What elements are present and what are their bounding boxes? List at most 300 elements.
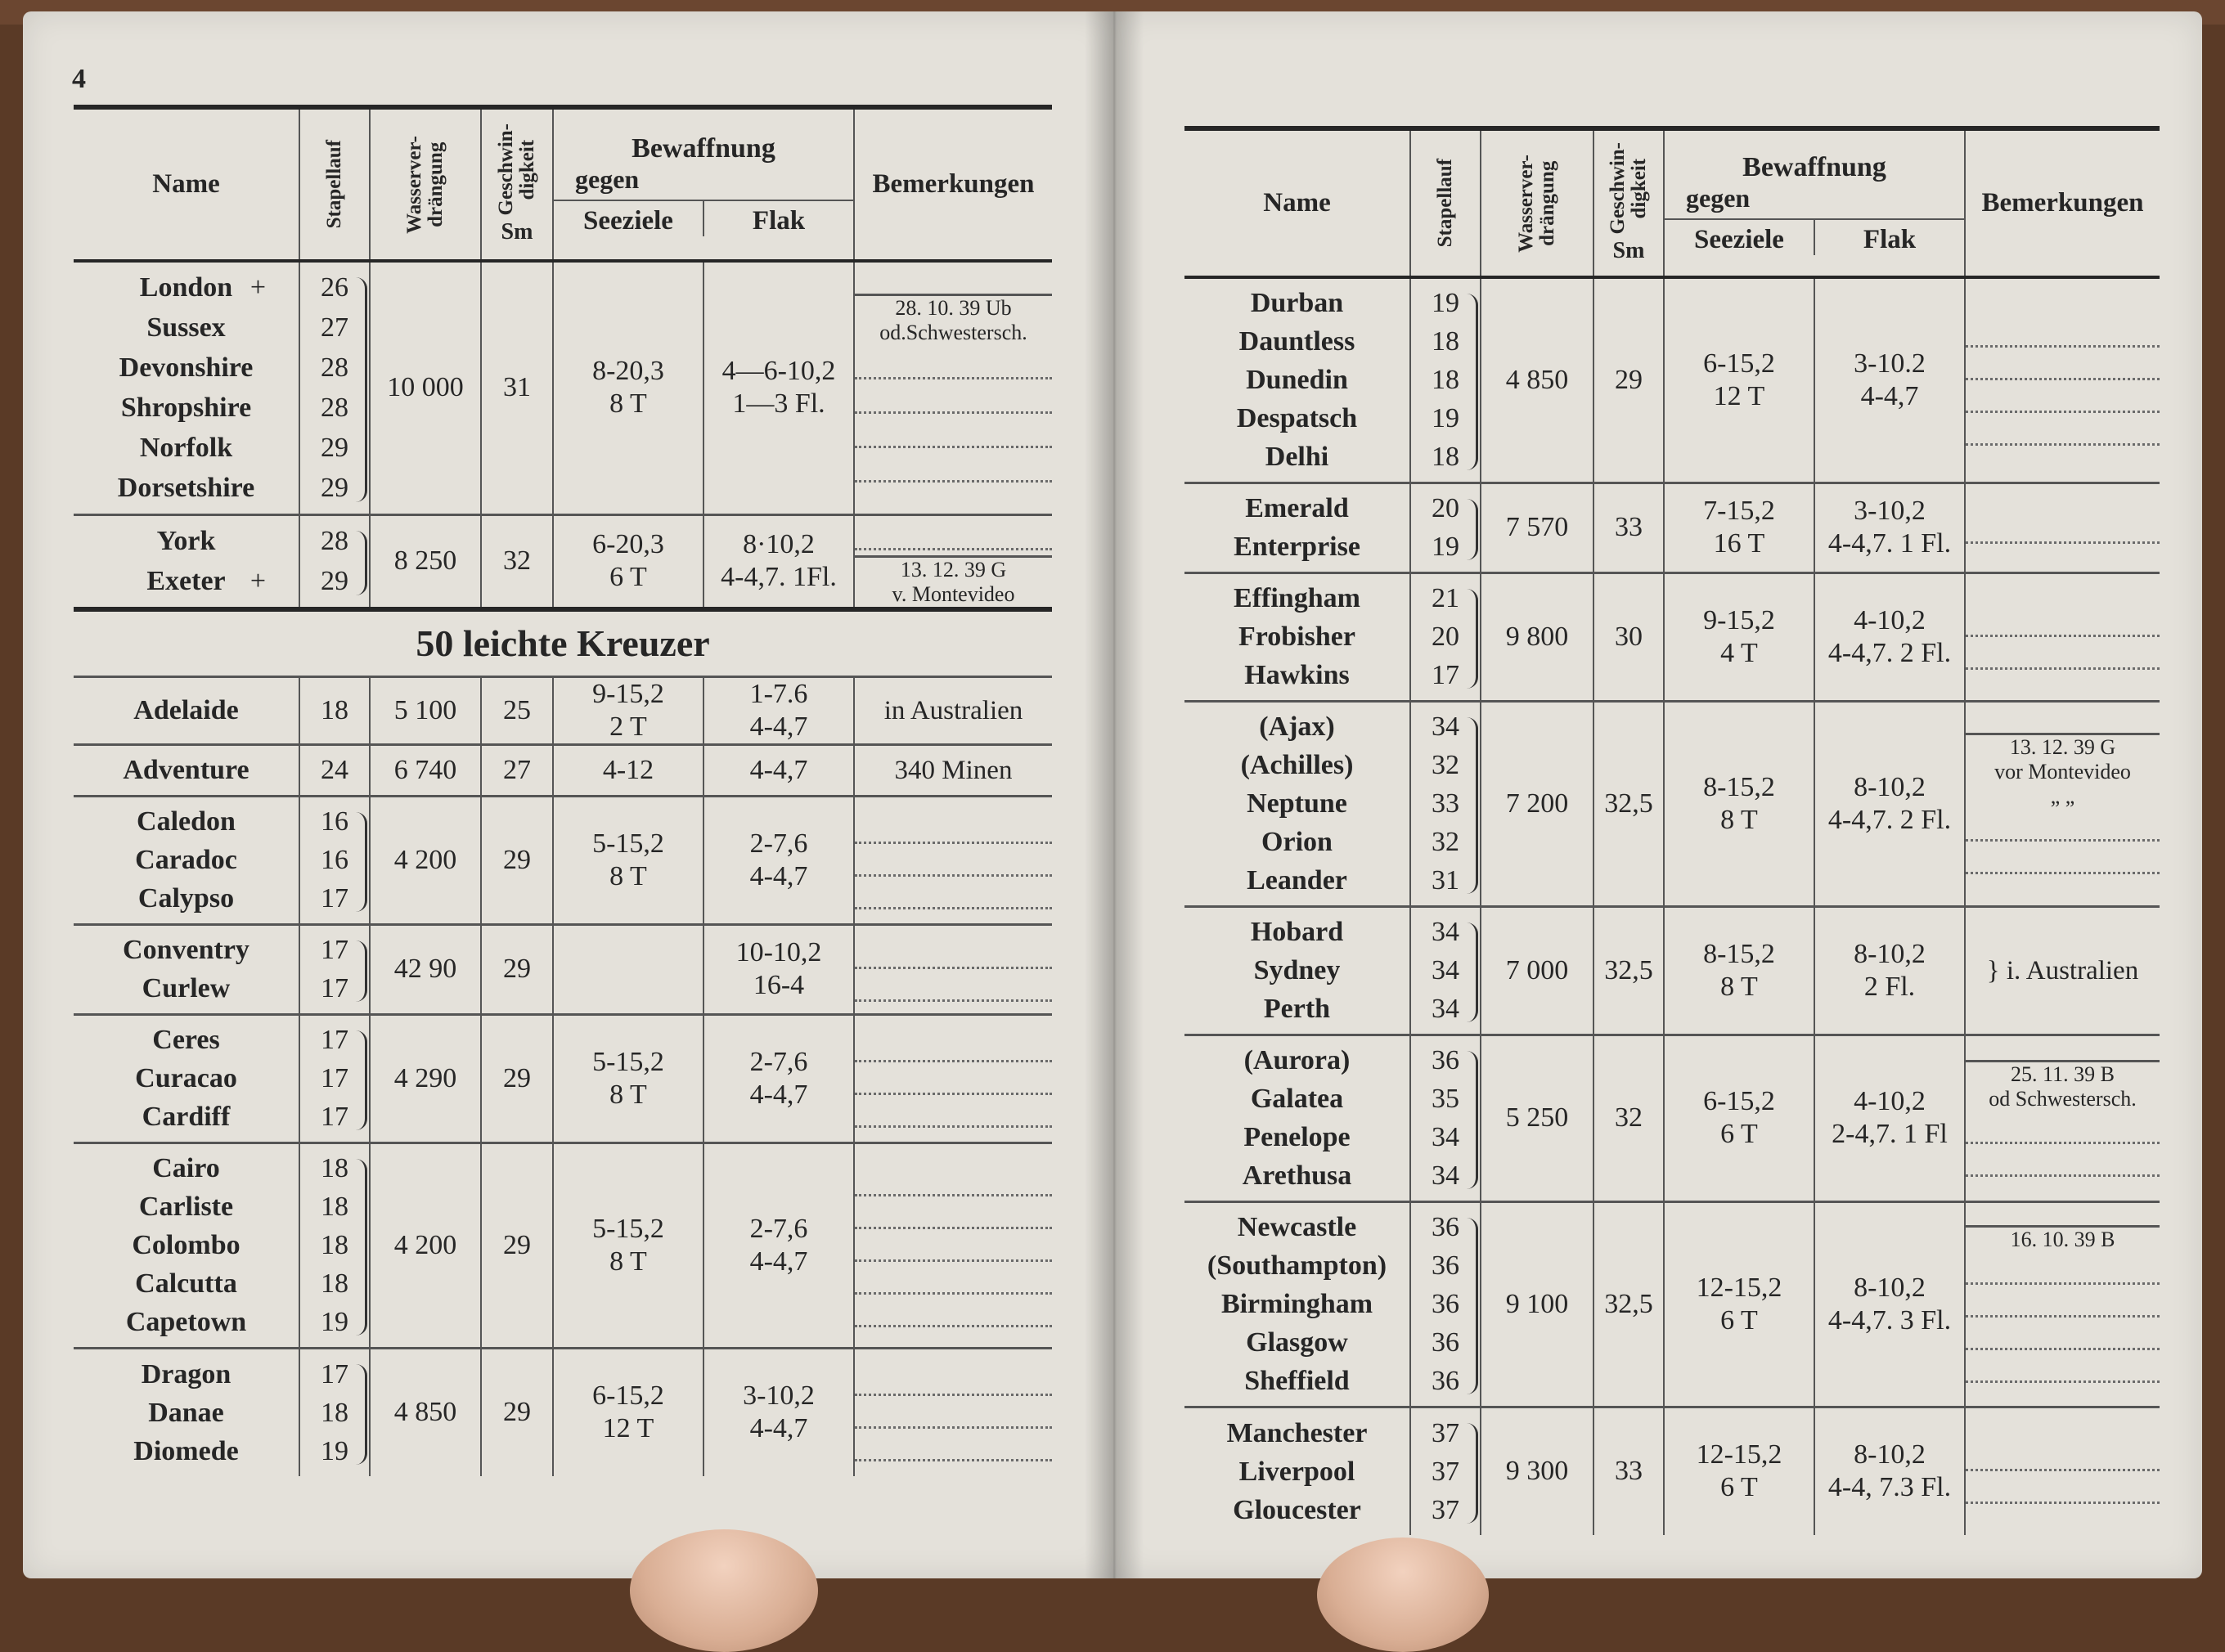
- ship-name: [74, 1021, 299, 1059]
- ship-name: [74, 1059, 299, 1098]
- ship-name: [74, 428, 299, 468]
- launch-year: 17: [321, 883, 348, 914]
- flak-line: 8-10,2: [1854, 938, 1926, 969]
- ship-name-text: Liverpool: [1238, 1456, 1355, 1487]
- table-row: [1184, 906, 2160, 1035]
- header-bemerkungen: Bemerkungen: [854, 107, 1052, 261]
- ship-name-text: Manchester: [1226, 1417, 1368, 1448]
- displacement: 42 90: [370, 924, 481, 1014]
- launch-year: 18: [1432, 326, 1459, 357]
- armament-seeziele: [1664, 277, 1814, 483]
- ship-names: [74, 796, 299, 924]
- launch-years: [299, 744, 370, 796]
- table-row: [1184, 701, 2160, 906]
- launch-year: 17: [321, 1025, 348, 1055]
- speed: 29: [481, 1348, 553, 1476]
- ship-names: [74, 514, 299, 609]
- launch-years: [1410, 1035, 1481, 1201]
- ship-name: [1184, 656, 1409, 694]
- launch-year: 18: [321, 1192, 348, 1222]
- ship-name-text: Gloucester: [1233, 1494, 1361, 1525]
- armament-seeziele: [553, 744, 703, 796]
- remark-note: 13. 12. 39 G vor Montevideo „ „: [1966, 733, 2160, 809]
- ship-name: [1184, 1414, 1409, 1452]
- launch-year: 18: [321, 695, 348, 725]
- launch-year: 37: [1432, 1456, 1459, 1487]
- group-brace: [355, 812, 367, 912]
- armament-line: 8-15,2: [1703, 938, 1775, 969]
- remark-dotted-line: [855, 1164, 1052, 1196]
- sunk-mark: +: [249, 566, 266, 596]
- ship-group: [1184, 483, 2160, 572]
- flak-line: 8·10,2: [743, 529, 815, 559]
- flak-line: 4-4,7: [749, 1079, 808, 1110]
- launch-year: 17: [321, 973, 348, 1003]
- launch-year: 36: [1432, 1250, 1459, 1281]
- group-brace: [1466, 1218, 1478, 1394]
- ship-name: [1184, 990, 1409, 1028]
- group-brace: [1466, 294, 1478, 470]
- ship-name: [74, 1303, 299, 1341]
- armament-line: 6-20,3: [592, 529, 664, 559]
- flak-line: 16-4: [753, 970, 805, 1000]
- ship-name: [74, 1149, 299, 1187]
- launch-year: 18: [321, 1268, 348, 1299]
- ship-name-text: Ceres: [152, 1025, 220, 1055]
- ship-names: [1184, 483, 1410, 572]
- launch-year: 19: [1432, 532, 1459, 562]
- speed: 33: [1593, 1407, 1664, 1535]
- launch-year: 36: [1432, 1289, 1459, 1319]
- launch-years: [299, 514, 370, 609]
- remarks: [854, 744, 1052, 796]
- flak-line: 4—6-10,2: [721, 356, 836, 387]
- header-stapellauf: Stapellauf: [1410, 128, 1481, 277]
- flak-line: 2-7,6: [749, 1046, 808, 1077]
- launch-year: 20: [1432, 622, 1459, 652]
- ship-name-text: Perth: [1263, 994, 1331, 1024]
- header-name: Name: [74, 107, 299, 261]
- ship-name-text: Emerald: [1245, 493, 1349, 523]
- ship-name-text: Dragon: [141, 1358, 231, 1389]
- launch-year: 18: [321, 1397, 348, 1428]
- launch-years: [1410, 1407, 1481, 1535]
- header-name: Name: [1184, 128, 1410, 277]
- flak-line: 8-10,2: [1854, 1439, 1926, 1470]
- displacement: 7 000: [1481, 906, 1593, 1035]
- launch-year: 27: [321, 312, 348, 343]
- ship-names: [1184, 277, 1410, 483]
- table-row: [74, 924, 1052, 1014]
- ship-name-text: Conventry: [123, 935, 249, 965]
- flak-line: 4-10,2: [1854, 1086, 1926, 1116]
- remark-dotted-line: [855, 516, 1052, 550]
- table-row: [74, 744, 1052, 796]
- ship-name-text: Newcastle: [1237, 1212, 1357, 1242]
- ship-group: [1184, 1035, 2160, 1201]
- armament-flak: [703, 924, 854, 1014]
- flak-line: 8-10,2: [1854, 771, 1926, 802]
- speed: 30: [1593, 572, 1664, 701]
- thumb-right: [1317, 1538, 1489, 1652]
- ship-group: [74, 676, 1052, 744]
- section-heading-group: [74, 609, 1052, 677]
- remarks: [1965, 1407, 2160, 1535]
- speed: 29: [1593, 277, 1664, 483]
- launch-year: 18: [1432, 365, 1459, 396]
- header-bemerkungen: Bemerkungen: [1965, 128, 2160, 277]
- ship-name-text: Frobisher: [1238, 622, 1355, 652]
- launch-year: 26: [321, 272, 348, 303]
- remark-dotted-line: [1966, 1285, 2160, 1318]
- ship-name: [1184, 617, 1409, 656]
- ship-name: [74, 931, 299, 969]
- flak-line: 4-10,2: [1854, 604, 1926, 635]
- group-brace: [1466, 1051, 1478, 1189]
- armament-seeziele: [1664, 483, 1814, 572]
- ship-name-text: Despatsch: [1236, 403, 1358, 434]
- ship-name-text: Diomede: [133, 1435, 239, 1466]
- armament-line: 8 T: [609, 388, 647, 420]
- armament-flak: [703, 514, 854, 609]
- speed: 29: [481, 1014, 553, 1142]
- ship-name-text: Adelaide: [133, 695, 239, 725]
- ship-name: [1184, 707, 1409, 746]
- remarks: [854, 924, 1052, 1014]
- launch-year: 31: [1432, 865, 1459, 896]
- flak-line: 1-7.6: [749, 678, 808, 709]
- ship-group: [1184, 1201, 2160, 1407]
- ship-name: [74, 561, 299, 601]
- launch-years: [1410, 572, 1481, 701]
- remark-text: } i. Australien: [1986, 955, 2139, 985]
- remark-dotted-line: [1966, 511, 2160, 544]
- ship-name: [1184, 284, 1409, 322]
- ship-name-text: Durban: [1250, 288, 1344, 319]
- launch-years: [299, 1014, 370, 1142]
- ship-group: [74, 1142, 1052, 1348]
- table-row: [1184, 277, 2160, 483]
- ship-name-text: Penelope: [1243, 1122, 1351, 1152]
- launch-year: 16: [321, 845, 348, 875]
- ship-name: [1184, 1080, 1409, 1118]
- ship-group: [74, 1014, 1052, 1142]
- ship-group: [74, 744, 1052, 796]
- ship-name: [74, 308, 299, 348]
- ship-name-text: Caledon: [137, 806, 236, 837]
- displacement: 9 300: [1481, 1407, 1593, 1535]
- remark-dotted-line: [855, 844, 1052, 877]
- ship-name: [1184, 399, 1409, 438]
- ship-group: [1184, 701, 2160, 906]
- remark-dotted-line: [1966, 604, 2160, 637]
- ship-names: [1184, 1035, 1410, 1201]
- ship-name: [74, 1264, 299, 1303]
- displacement: 5 250: [1481, 1035, 1593, 1201]
- remark-dotted-line: [1966, 1471, 2160, 1504]
- ship-name: [74, 267, 299, 308]
- displacement: 9 100: [1481, 1201, 1593, 1407]
- armament-line: 9-15,2: [1703, 604, 1775, 635]
- armament-flak: [1814, 1035, 1965, 1201]
- launch-years: [299, 796, 370, 924]
- remark-dotted-line: [1966, 348, 2160, 380]
- launch-year: 16: [321, 806, 348, 837]
- table-row: [1184, 1201, 2160, 1407]
- armament-flak: [703, 1014, 854, 1142]
- ship-group: [1184, 572, 2160, 701]
- remark-dotted-line: [1966, 1318, 2160, 1350]
- ship-name: [1184, 1323, 1409, 1362]
- table-row: [74, 676, 1052, 744]
- armament-seeziele: [1664, 1407, 1814, 1535]
- remark-dotted-line: [855, 1062, 1052, 1095]
- armament-seeziele: [553, 514, 703, 609]
- sunk-mark: +: [249, 272, 266, 303]
- group-brace: [1466, 923, 1478, 1022]
- armament-line: 16 T: [1713, 528, 1765, 559]
- ship-name-text: Caradoc: [135, 845, 237, 875]
- armament-flak: [1814, 701, 1965, 906]
- armament-flak: [703, 1142, 854, 1348]
- table-row: [74, 1014, 1052, 1142]
- flak-line: 4-4,7: [749, 1246, 808, 1277]
- ship-group: [74, 1348, 1052, 1476]
- armament-flak: [1814, 1407, 1965, 1535]
- launch-years: [299, 676, 370, 744]
- launch-years: [299, 1348, 370, 1476]
- launch-year: 19: [321, 1307, 348, 1337]
- ship-name-text: Capetown: [125, 1307, 247, 1337]
- launch-year: 36: [1432, 1212, 1459, 1242]
- ship-name: [74, 468, 299, 508]
- launch-year: 19: [321, 1435, 348, 1466]
- remark-dotted-line: [1966, 637, 2160, 670]
- remarks: [1965, 483, 2160, 572]
- armament-flak: [1814, 1201, 1965, 1407]
- launch-year: 34: [1432, 1160, 1459, 1191]
- flak-line: 4-4, 7.3 Fl.: [1827, 1472, 1952, 1503]
- speed: 31: [481, 261, 553, 514]
- remark-dotted-line: [1966, 842, 2160, 874]
- ship-name-text: Galatea: [1250, 1084, 1344, 1114]
- ship-name: [1184, 1285, 1409, 1323]
- speed: 29: [481, 1142, 553, 1348]
- launch-year: 29: [321, 433, 348, 464]
- ship-name-text: Hobard: [1250, 917, 1344, 947]
- launch-year: 34: [1432, 955, 1459, 985]
- launch-year: 19: [1432, 288, 1459, 319]
- remarks: [1965, 1201, 2160, 1407]
- flak-line: 8-10,2: [1854, 1272, 1926, 1303]
- launch-year: 37: [1432, 1417, 1459, 1448]
- launch-year: 28: [321, 526, 348, 556]
- armament-line: 5-15,2: [592, 1213, 664, 1244]
- flak-line: 4-4,7: [1860, 380, 1919, 411]
- ship-name-text: York: [156, 526, 216, 556]
- ship-name-text: Adventure: [123, 755, 249, 785]
- ship-name: [1184, 746, 1409, 784]
- header-wasserverdraengung: Wasserver- drängung: [370, 107, 481, 261]
- ship-name: [74, 691, 299, 729]
- ship-name-text: Arethusa: [1242, 1160, 1352, 1191]
- speed: 32,5: [1593, 1201, 1664, 1407]
- remark-dotted-line: [855, 1363, 1052, 1396]
- remark-dotted-line: [855, 877, 1052, 909]
- speed: 32,5: [1593, 906, 1664, 1035]
- ship-names: [1184, 1407, 1410, 1535]
- ship-name-text: Dorsetshire: [117, 473, 255, 504]
- launch-year: 35: [1432, 1084, 1459, 1114]
- header-geschwindigkeit: Geschwin- digkeit Sm: [1593, 128, 1664, 277]
- launch-years: [1410, 906, 1481, 1035]
- speed: 32: [481, 514, 553, 609]
- remarks: [854, 1348, 1052, 1476]
- ship-name: [74, 348, 299, 388]
- remark-note: 16. 10. 39 B: [1966, 1225, 2160, 1252]
- armament-line: 6 T: [1720, 1119, 1758, 1149]
- group-brace: [355, 1030, 367, 1130]
- armament-seeziele: [553, 924, 703, 1014]
- ship-group: [74, 796, 1052, 924]
- armament-line: 6-15,2: [1703, 348, 1775, 379]
- ship-name-text: Shropshire: [120, 393, 252, 424]
- ship-name: [74, 1098, 299, 1136]
- ship-name-text: (Ajax): [1259, 712, 1335, 742]
- launch-year: 18: [321, 1153, 348, 1183]
- flak-line: 10-10,2: [735, 937, 822, 967]
- flak-line: 4-4,7: [749, 860, 808, 891]
- header-geschwindigkeit: Geschwin- digkeit Sm: [481, 107, 553, 261]
- armament-seeziele: [553, 1142, 703, 1348]
- ship-name-text: Curacao: [135, 1063, 237, 1093]
- ship-name-text: Leander: [1247, 865, 1347, 896]
- ship-name: [1184, 951, 1409, 990]
- remarks: [1965, 1035, 2160, 1201]
- speed: 32: [1593, 1035, 1664, 1201]
- ship-name-text: Sussex: [146, 312, 226, 343]
- flak-line: 4-4,7. 2 Fl.: [1827, 804, 1952, 835]
- launch-year: 32: [1432, 827, 1459, 857]
- ship-name-text: Orion: [1261, 827, 1333, 857]
- ship-name: [1184, 1491, 1409, 1529]
- launch-year: 33: [1432, 788, 1459, 819]
- ship-name-text: Dunedin: [1246, 365, 1348, 396]
- ship-name-text: (Aurora): [1243, 1045, 1351, 1075]
- ship-name: [74, 1355, 299, 1394]
- remark-dotted-line: [855, 1262, 1052, 1295]
- remark-dotted-line: [855, 1295, 1052, 1327]
- ship-name-text: (Southampton): [1207, 1250, 1387, 1281]
- flak-line: 2 Fl.: [1863, 971, 1916, 1002]
- armament-line: 8 T: [1720, 971, 1758, 1002]
- launch-year: 28: [321, 352, 348, 384]
- remark-dotted-line: [1966, 1350, 2160, 1383]
- ship-name: [74, 1226, 299, 1264]
- displacement: 8 250: [370, 514, 481, 609]
- displacement: 6 740: [370, 744, 481, 796]
- armament-line: 8 T: [1720, 804, 1758, 835]
- displacement: 4 200: [370, 1142, 481, 1348]
- ship-name: [74, 1432, 299, 1470]
- armament-line: 6 T: [1720, 1472, 1758, 1503]
- armament-line: 5-15,2: [592, 828, 664, 859]
- displacement: 7 570: [1481, 483, 1593, 572]
- remark-dotted-line: [855, 345, 1052, 379]
- launch-year: 17: [1432, 660, 1459, 690]
- table-row: [1184, 572, 2160, 701]
- group-brace: [1466, 1423, 1478, 1524]
- flak-line: 3-10,2: [1854, 496, 1926, 526]
- header-flak: Flak: [1814, 218, 1964, 255]
- armament-flak: [703, 796, 854, 924]
- speed: 29: [481, 796, 553, 924]
- ship-names: [1184, 1201, 1410, 1407]
- displacement: 7 200: [1481, 701, 1593, 906]
- launch-year: 18: [1432, 442, 1459, 473]
- group-brace: [355, 277, 367, 502]
- header-flak: Flak: [703, 200, 853, 236]
- ship-name-text: Danae: [148, 1397, 224, 1428]
- ship-names: [1184, 572, 1410, 701]
- ship-name: [1184, 1362, 1409, 1400]
- displacement: 4 850: [1481, 277, 1593, 483]
- ship-name-text: London: [139, 272, 233, 303]
- ship-name-text: Curlew: [142, 973, 231, 1003]
- ship-group: [1184, 906, 2160, 1035]
- remarks: [1965, 572, 2160, 701]
- flak-line: 2-7,6: [749, 828, 808, 859]
- ship-group: [1184, 1407, 2160, 1535]
- ship-name-text: Cairo: [152, 1153, 220, 1183]
- armament-line: 8 T: [609, 1246, 647, 1277]
- launch-year: 37: [1432, 1494, 1459, 1525]
- ship-name: [74, 969, 299, 1008]
- armament-flak: [703, 261, 854, 514]
- remark-dotted-line: [855, 969, 1052, 1002]
- ship-names: [74, 744, 299, 796]
- group-brace: [1466, 499, 1478, 560]
- ship-name-text: Hawkins: [1244, 660, 1350, 690]
- ship-names: [1184, 906, 1410, 1035]
- armament-seeziele: [553, 1348, 703, 1476]
- table-row: [1184, 1407, 2160, 1535]
- ship-names: [74, 261, 299, 514]
- remark-dotted-line: [855, 1229, 1052, 1262]
- remark-note: 25. 11. 39 B od Schwestersch.: [1966, 1060, 2160, 1111]
- remark-dotted-line: [1966, 413, 2160, 446]
- ship-name-text: Effingham: [1234, 583, 1360, 613]
- ship-names: [74, 924, 299, 1014]
- launch-year: 21: [1432, 583, 1459, 613]
- ship-names: [74, 1142, 299, 1348]
- group-brace: [355, 531, 367, 595]
- flak-line: 4-4,7: [749, 1413, 808, 1444]
- ship-name: [74, 1394, 299, 1432]
- displacement: 5 100: [370, 676, 481, 744]
- flak-line: 2-7,6: [749, 1213, 808, 1244]
- ship-name: [1184, 527, 1409, 566]
- ship-names: [74, 676, 299, 744]
- launch-year: 29: [321, 566, 348, 596]
- launch-year: 36: [1432, 1327, 1459, 1358]
- armament-line: 4-12: [602, 754, 654, 785]
- ship-name-text: Calypso: [137, 883, 235, 914]
- flak-line: 4-4,7: [749, 711, 808, 742]
- launch-year: 17: [321, 935, 348, 965]
- remark-text: 340 Minen: [894, 755, 1013, 785]
- ship-name: [1184, 784, 1409, 823]
